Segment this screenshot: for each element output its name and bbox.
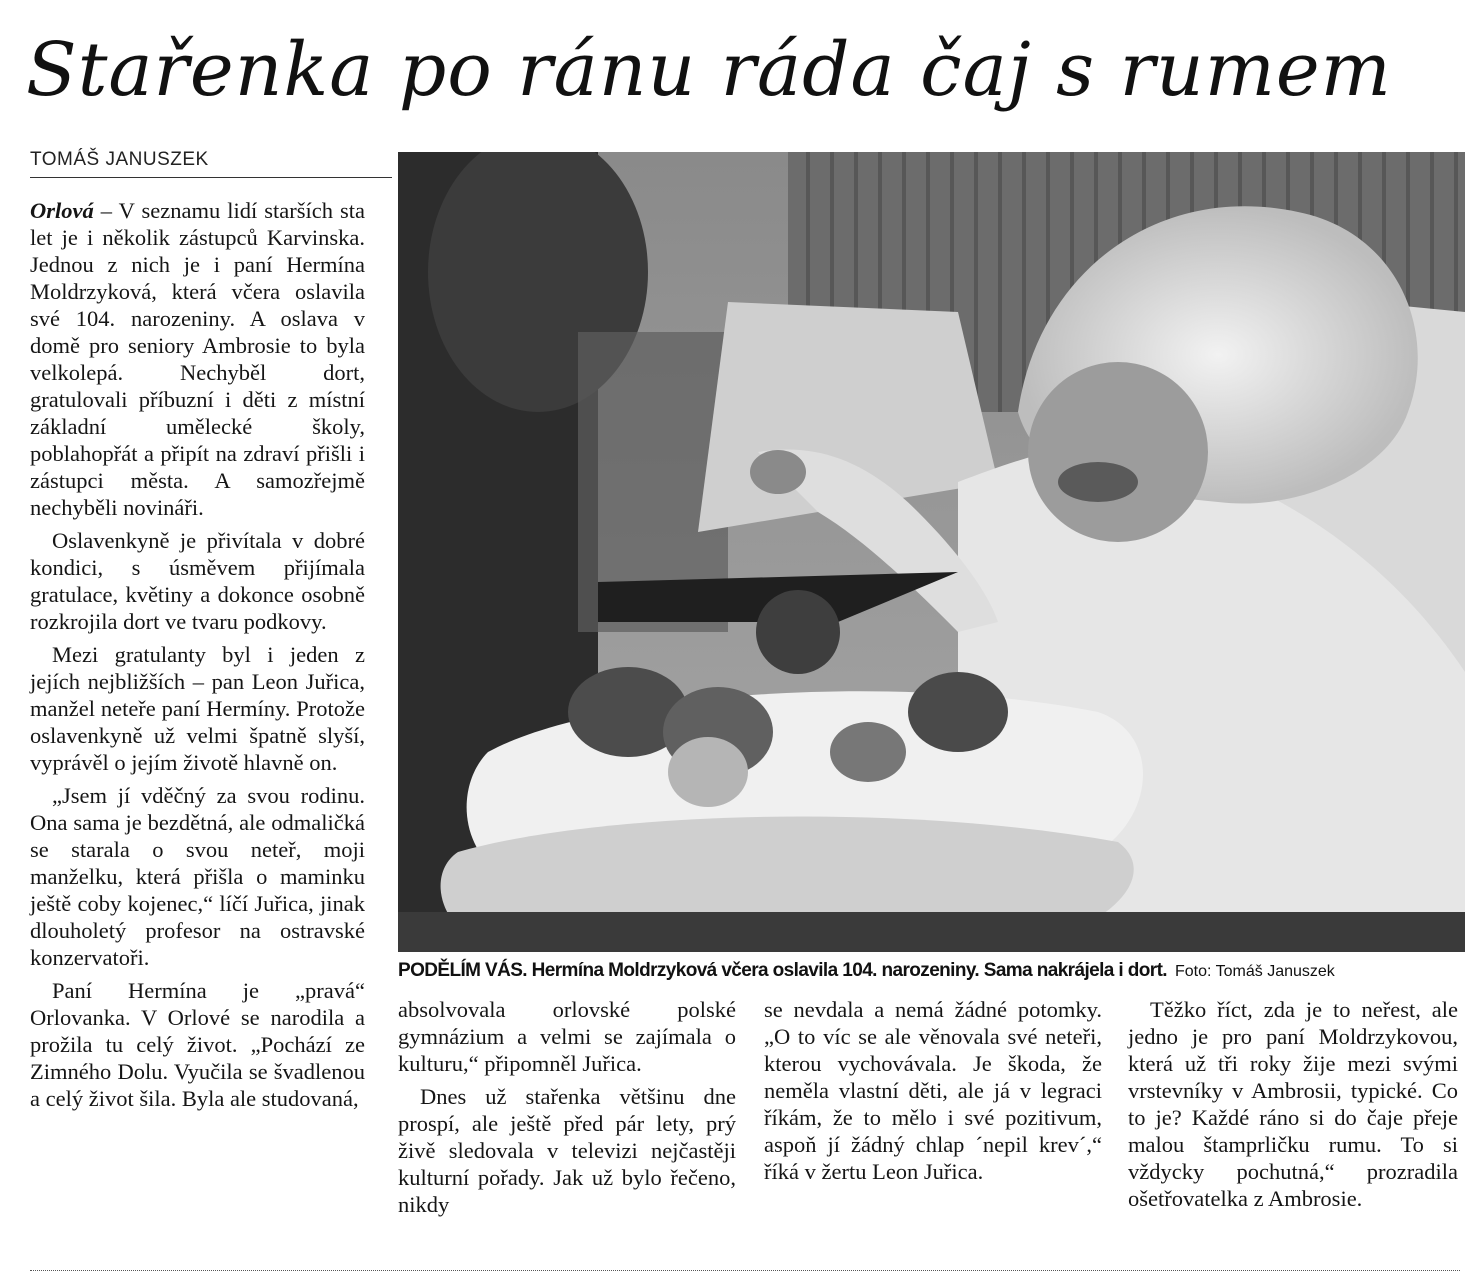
article-column-1 bbox=[30, 197, 365, 1118]
caption-text: PODĚLÍM VÁS. Hermína Moldrzyková včera oslavila 104. narozeniny. Sama nakrájela i dort. bbox=[398, 960, 1167, 981]
article-column-4 bbox=[1128, 996, 1458, 1218]
photo-caption bbox=[398, 960, 1468, 982]
paragraph: Paní Hermína je „pravá“ Orlovanka. V Orlové se narodila a prožila tu celý život. „Pochází ze Zimného Dolu. Vyučila se švadlenou a celý život šila. Byla ale studovaná, bbox=[30, 978, 365, 1111]
byline: TOMÁŠ JANUSZEK bbox=[30, 149, 392, 178]
paragraph: Mezi gratulanty byl i jeden z jejích nejbližších – pan Leon Juřica, manžel neteře paní Hermíny. Protože oslavenkyně už velmi špatně slyší, vyprávěl o jejím životě hlavně on. bbox=[30, 642, 365, 775]
lead-text: – V seznamu lidí starších sta let je i několik zástupců Karvinska. Jednou z nich je i paní Hermína Moldrzyková, která včera oslavila své 104. narozeniny. A oslava v domě pro seniory Ambrosie to byla velkolepá. Nechyběl dort, gratulovali příbuzní i děti z místní základní umělecké školy, poblahopřát a připít na zdraví přišli i zástupci města. A samozřejmě nechyběli novináři. bbox=[30, 198, 365, 520]
headline: Stařenka po ránu ráda čaj s rumem bbox=[26, 27, 1392, 113]
article-column-3 bbox=[764, 996, 1102, 1191]
paragraph: Dnes už stařenka většinu dne prospí, ale ještě před pár lety, prý živě sledovala v televizi nejčastěji kulturní pořady. Jak už bylo řečeno, nikdy bbox=[398, 1084, 736, 1217]
paragraph: „Jsem jí vděčný za svou rodinu. Ona sama je bezdětná, ale odmaličká se starala o svou neteř, moji manželku, která přišla o maminku ještě coby kojenec,“ líčí Juřica, jinak dlouholetý profesor na ostravské konzervatoři. bbox=[30, 783, 365, 970]
photo-illustration bbox=[398, 152, 1465, 952]
paragraph: absolvovala orlovské polské gymnázium a velmi se zajímala o kulturu,“ připomněl Juřica. bbox=[398, 997, 736, 1076]
dateline: Orlová bbox=[30, 198, 94, 223]
article-photo bbox=[398, 152, 1465, 952]
paragraph: se nevdala a nemá žádné potomky. „O to víc se ale věnovala své neteři, kterou vychovávala. Je škoda, že neměla vlastní děti, ale já v legraci říkám, že to mělo i své pozitivum, aspoň jí žádný chlap ´nepil krev´,“ říká v žertu Leon Juřica. bbox=[764, 997, 1102, 1184]
lead-paragraph bbox=[30, 197, 365, 521]
photo-credit: Foto: Tomáš Januszek bbox=[1175, 963, 1335, 980]
paragraph: Oslavenkyně je přivítala v dobré kondici, s úsměvem přijímala gratulace, květiny a dokonce osobně rozkrojila dort ve tvaru podkovy. bbox=[30, 528, 365, 634]
paragraph: Těžko říct, zda je to neřest, ale jedno je pro paní Moldrzykovou, která už tři roky žije mezi svými vrstevníky v Ambrosii, typické. Co to je? Každé ráno si do čaje přeje malou štamprličku rumu. To si vždycky pochutná,“ prozradila ošetřovatelka z Ambrosie. bbox=[1128, 997, 1458, 1211]
article-column-2 bbox=[398, 996, 736, 1224]
bottom-rule bbox=[30, 1270, 1460, 1271]
